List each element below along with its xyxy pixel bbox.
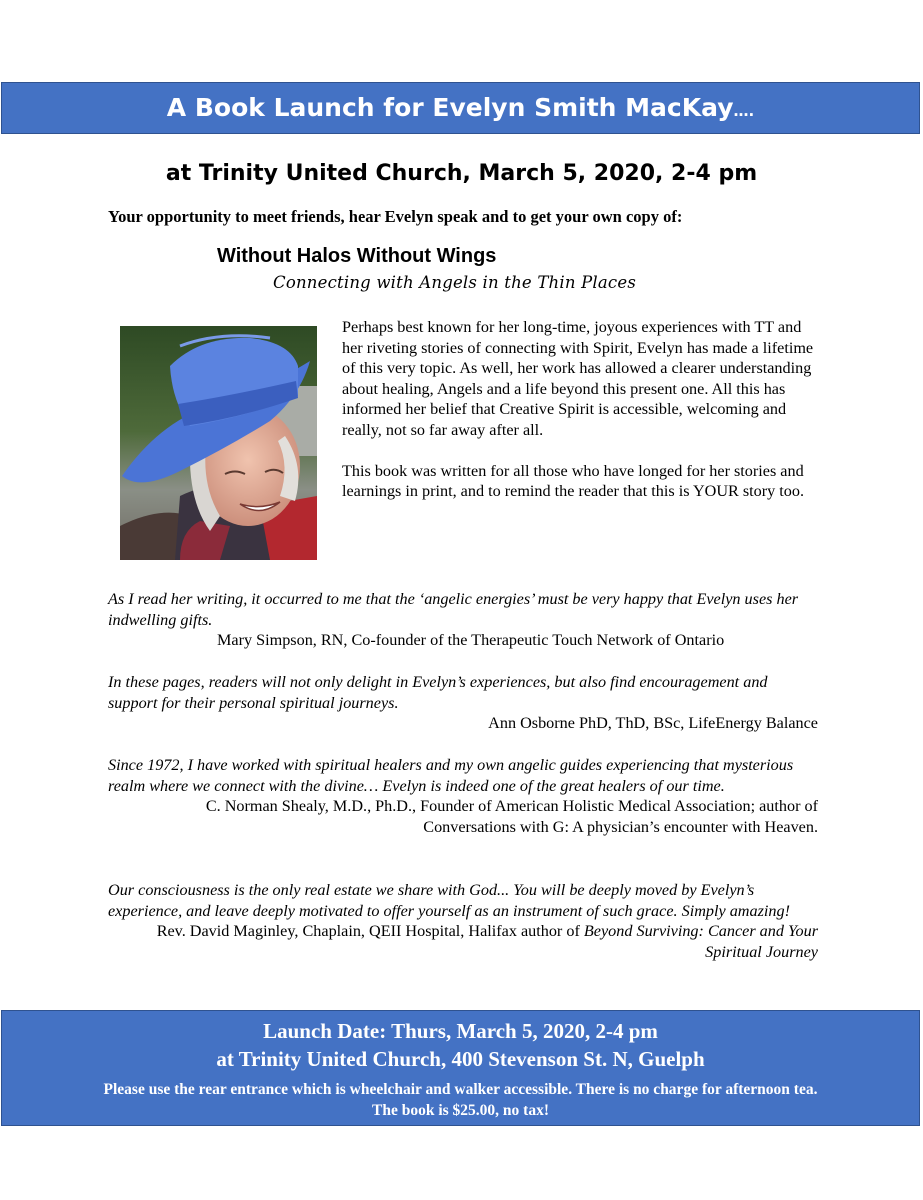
testimonial-attribution: C. Norman Shealy, M.D., Ph.D., Founder of American Holistic Medical Association; author of: [205, 797, 818, 815]
book-title: Without Halos Without Wings: [217, 245, 497, 267]
launch-location: at Trinity United Church, 400 Stevenson St. N, Guelph: [216, 1047, 705, 1071]
testimonial-1: [108, 589, 818, 651]
book-description: [342, 317, 820, 522]
price-note: The book is $25.00, no tax!: [372, 1102, 549, 1119]
testimonial-attribution: [108, 921, 818, 962]
attribution-author: Rev. David Maginley, Chaplain, QEII Hospital, Halifax author of: [156, 922, 580, 940]
description-paragraph-2: This book was written for all those who have longed for her stories and learnings in print, and to remind the reader that this is YOUR story too.: [342, 461, 805, 500]
accessibility-note: Please use the rear entrance which is wheelchair and walker accessible. There is no charge for afternoon tea.: [103, 1081, 818, 1098]
testimonial-text: As I read her writing, it occurred to me that the ‘angelic energies’ must be very happy that Evelyn uses her indwelling gifts.: [108, 590, 799, 629]
testimonial-2: [108, 672, 818, 734]
description-paragraph-1: Perhaps best known for her long-time, joyous experiences with TT and her riveting stories of connecting with Spirit, Evelyn has made a lifetime of this very topic. As well, her work has allowed a clearer understanding about healing, Angels and a life beyond this present one. All this has informed her belief that Creative Spirit is accessible, welcoming and really, not so far away after all.: [342, 318, 814, 439]
book-subtitle: Connecting with Angels in the Thin Places: [273, 273, 637, 292]
testimonial-text: Since 1972, I have worked with spiritual healers and my own angelic guides experiencing that mysterious realm where we connect with the divine… Evelyn is indeed one of the great healers of our time.: [108, 756, 794, 795]
testimonial-text: Our consciousness is the only real estate we share with God... You will be deeply moved by Evelyn’s experience, and leave deeply motivated to offer yourself as an instrument of such grace. Simply amazing!: [108, 881, 790, 920]
launch-details-banner: [1, 1010, 920, 1126]
testimonial-3: [108, 755, 818, 837]
header-banner: [1, 82, 920, 134]
testimonial-attribution: Ann Osborne PhD, ThD, BSc, LifeEnergy Balance: [488, 714, 818, 732]
launch-date: Launch Date: Thurs, March 5, 2020, 2-4 pm: [263, 1019, 658, 1043]
testimonial-text: In these pages, readers will not only delight in Evelyn’s experiences, but also find encouragement and support for their personal spiritual journeys.: [108, 673, 768, 712]
testimonial-attribution-book: Conversations with G: A physician’s encounter with Heaven.: [423, 817, 818, 836]
author-photo: [120, 326, 317, 560]
header-title: A Book Launch for Evelyn Smith MacKay: [166, 93, 734, 122]
testimonial-attribution: Mary Simpson, RN, Co-founder of the Therapeutic Touch Network of Ontario: [217, 631, 725, 649]
intro-text: Your opportunity to meet friends, hear Evelyn speak and to get your own copy of:: [108, 207, 683, 226]
subheading: at Trinity United Church, March 5, 2020, 2-4 pm: [165, 161, 758, 186]
attribution-book-title: Beyond Surviving: Cancer and Your Spiritual Journey: [583, 922, 818, 961]
header-title-ellipsis: ….: [733, 102, 755, 120]
testimonial-4: [108, 880, 818, 962]
